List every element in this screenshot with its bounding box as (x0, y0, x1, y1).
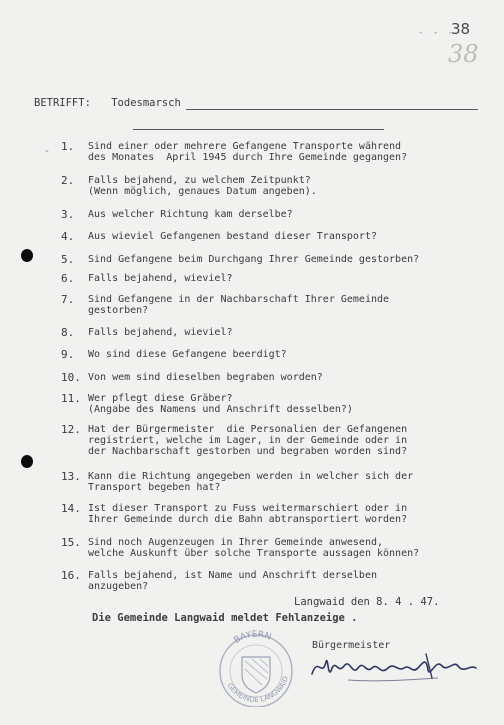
report-statement: Die Gemeinde Langwaid meldet Fehlanzeige . (92, 612, 358, 624)
seal-text-top: BAYERN (232, 629, 273, 646)
question-text: Falls bejahend, wieviel? (88, 273, 233, 284)
question-text: Kann die Richtung angegeben werden in welcher sich der Transport begeben hat? (88, 471, 414, 493)
question-text: Wer pflegt diese Gräber? (Angabe des Namens und Anschrift desselben?) (88, 393, 353, 415)
subject-underline (186, 109, 478, 110)
question-number: 10. (61, 371, 81, 384)
page-number-handwritten: 38 (448, 40, 479, 68)
question-text: Sind einer oder mehrere Gefangene Transporte während des Monates April 1945 durch Ihre Gemeinde gegangen? (88, 141, 408, 163)
punch-hole-lower (21, 455, 33, 468)
question-number: 16. (61, 569, 81, 582)
subject-label: BETRIFFT: (34, 97, 91, 109)
signature-graphic (308, 648, 488, 688)
question-text: Wo sind diese Gefangene beerdigt? (88, 349, 287, 360)
question-number: 14. (61, 502, 81, 515)
question-text: Falls bejahend, zu welchem Zeitpunkt? (Wenn möglich, genaues Datum angeben). (88, 175, 317, 197)
question-text: Sind noch Augenzeugen in Ihrer Gemeinde anwesend, welche Auskunft über solche Transporte aussagen können? (88, 537, 420, 559)
question-text: Sind Gefangene beim Durchgang Ihrer Gemeinde gestorben? (88, 254, 420, 265)
margin-tick: - (44, 146, 51, 157)
question-text: Hat der Bürgermeister die Personalien der Gefangenen registriert, welche im Lager, in der Gemeinde oder in der Nachbarschaft gestorben und begraben worden sind? (88, 424, 408, 457)
seal-text-bottom: GEMEINDE LANGWAID (225, 675, 290, 704)
question-text: Aus welcher Richtung kam derselbe? (88, 209, 293, 220)
question-number: 3. (61, 208, 75, 221)
question-number: 11. (61, 392, 81, 405)
question-text: Von wem sind dieselben begraben worden? (88, 372, 323, 383)
question-number: 4. (61, 230, 75, 243)
punch-hole-upper (21, 249, 33, 262)
question-text: Aus wieviel Gefangenen bestand dieser Transport? (88, 231, 377, 242)
question-text: Falls bejahend, wieviel? (88, 327, 233, 338)
question-number: 7. (61, 293, 75, 306)
question-text: Ist dieser Transport zu Fuss weitermarschiert oder in Ihrer Gemeinde durch die Bahn abtransportiert worden? (88, 503, 408, 525)
question-text: Falls bejahend, ist Name und Anschrift derselben anzugeben? (88, 570, 377, 592)
question-number: 13. (61, 470, 81, 483)
mayor-title: Bürgermeister (312, 640, 391, 651)
question-number: 6. (61, 272, 75, 285)
question-number: 12. (61, 423, 81, 436)
municipal-seal (212, 629, 300, 711)
subject-value: Todesmarsch (111, 97, 181, 109)
question-number: 1. (61, 140, 75, 153)
header-dashes: - - - (418, 28, 456, 38)
svg-text:BAYERN (232, 630, 272, 646)
question-number: 5. (61, 253, 75, 266)
question-number: 2. (61, 174, 75, 187)
question-number: 8. (61, 326, 75, 339)
seal-graphic (212, 629, 300, 707)
page-number-typed: 38 (451, 20, 471, 38)
subject-line (34, 97, 181, 109)
question-number: 15. (61, 536, 81, 549)
section-divider (133, 129, 384, 130)
place-date: Langwaid den 8. 4 . 47. (294, 596, 440, 608)
question-text: Sind Gefangene in der Nachbarschaft Ihrer Gemeinde gestorben? (88, 294, 390, 316)
mayor-signature (308, 648, 488, 692)
question-number: 9. (61, 348, 75, 361)
